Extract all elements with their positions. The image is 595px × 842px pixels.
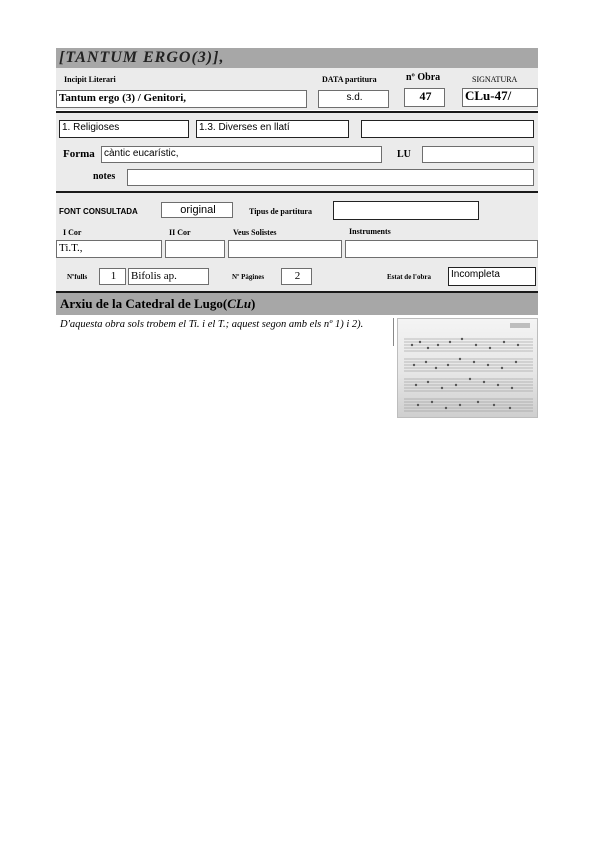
archive-title-prefix: Arxiu de la Catedral de Lugo( (60, 296, 228, 311)
notes-label: notes (93, 171, 116, 182)
incipit-label: Incipit Literari (64, 75, 116, 84)
ii-cor-field[interactable] (165, 240, 225, 258)
forma-label: Forma (63, 148, 95, 160)
fulls-type-field[interactable]: Bifolis ap. (128, 268, 209, 285)
n-fulls-field[interactable]: 1 (99, 268, 126, 285)
category3-field[interactable] (361, 120, 534, 138)
category2-field[interactable]: 1.3. Diverses en llatí (196, 120, 349, 138)
incipit-field[interactable]: Tantum ergo (3) / Genitori, (56, 90, 307, 108)
instruments-label: Instruments (349, 227, 391, 236)
signatura-field[interactable]: CLu-47/ (462, 88, 538, 107)
i-cor-label: I Cor (63, 228, 82, 237)
data-partitura-label: DATA partitura (322, 75, 377, 84)
veus-solistes-label: Veus Solistes (233, 228, 277, 237)
tipus-partitura-field[interactable] (333, 201, 479, 220)
veus-solistes-field[interactable] (228, 240, 342, 258)
tipus-partitura-label: Tipus de partitura (249, 207, 312, 216)
estat-obra-field[interactable]: Incompleta (448, 267, 536, 286)
archive-siglum: CLu (227, 296, 252, 311)
forma-field[interactable]: càntic eucarístic, (101, 146, 382, 163)
description-divider (393, 318, 394, 346)
n-pagines-label: Nº Pàgines (232, 273, 265, 281)
lu-label: LU (397, 149, 411, 160)
i-cor-field[interactable]: Ti.T., (56, 240, 162, 258)
n-pagines-field[interactable]: 2 (281, 268, 312, 285)
notes-field[interactable] (127, 169, 534, 186)
work-title: [TANTUM ERGO(3)], (59, 49, 225, 66)
n-obra-label: nº Obra (406, 72, 441, 83)
n-obra-field[interactable]: 47 (404, 88, 445, 107)
signatura-label: SIGNATURA (472, 75, 518, 84)
manuscript-image (397, 318, 538, 418)
ii-cor-label: II Cor (169, 228, 191, 237)
estat-obra-label: Estat de l'obra (387, 273, 431, 281)
archive-title-suffix: ) (251, 296, 256, 311)
archive-title (60, 293, 255, 315)
manuscript-staves (398, 319, 538, 418)
n-fulls-label: Nºfulls (67, 273, 88, 281)
instruments-field[interactable] (345, 240, 538, 258)
data-partitura-field[interactable]: s.d. (318, 90, 389, 108)
archive-description: D'aquesta obra sols trobem el Ti. i el T.; aquest segon amb els nº 1) i 2). (60, 319, 364, 330)
font-consultada-field[interactable]: original (161, 202, 233, 218)
category1-field[interactable]: 1. Religioses (59, 120, 189, 138)
lu-field[interactable] (422, 146, 534, 163)
font-consultada-label: FONT CONSULTADA (59, 207, 138, 216)
